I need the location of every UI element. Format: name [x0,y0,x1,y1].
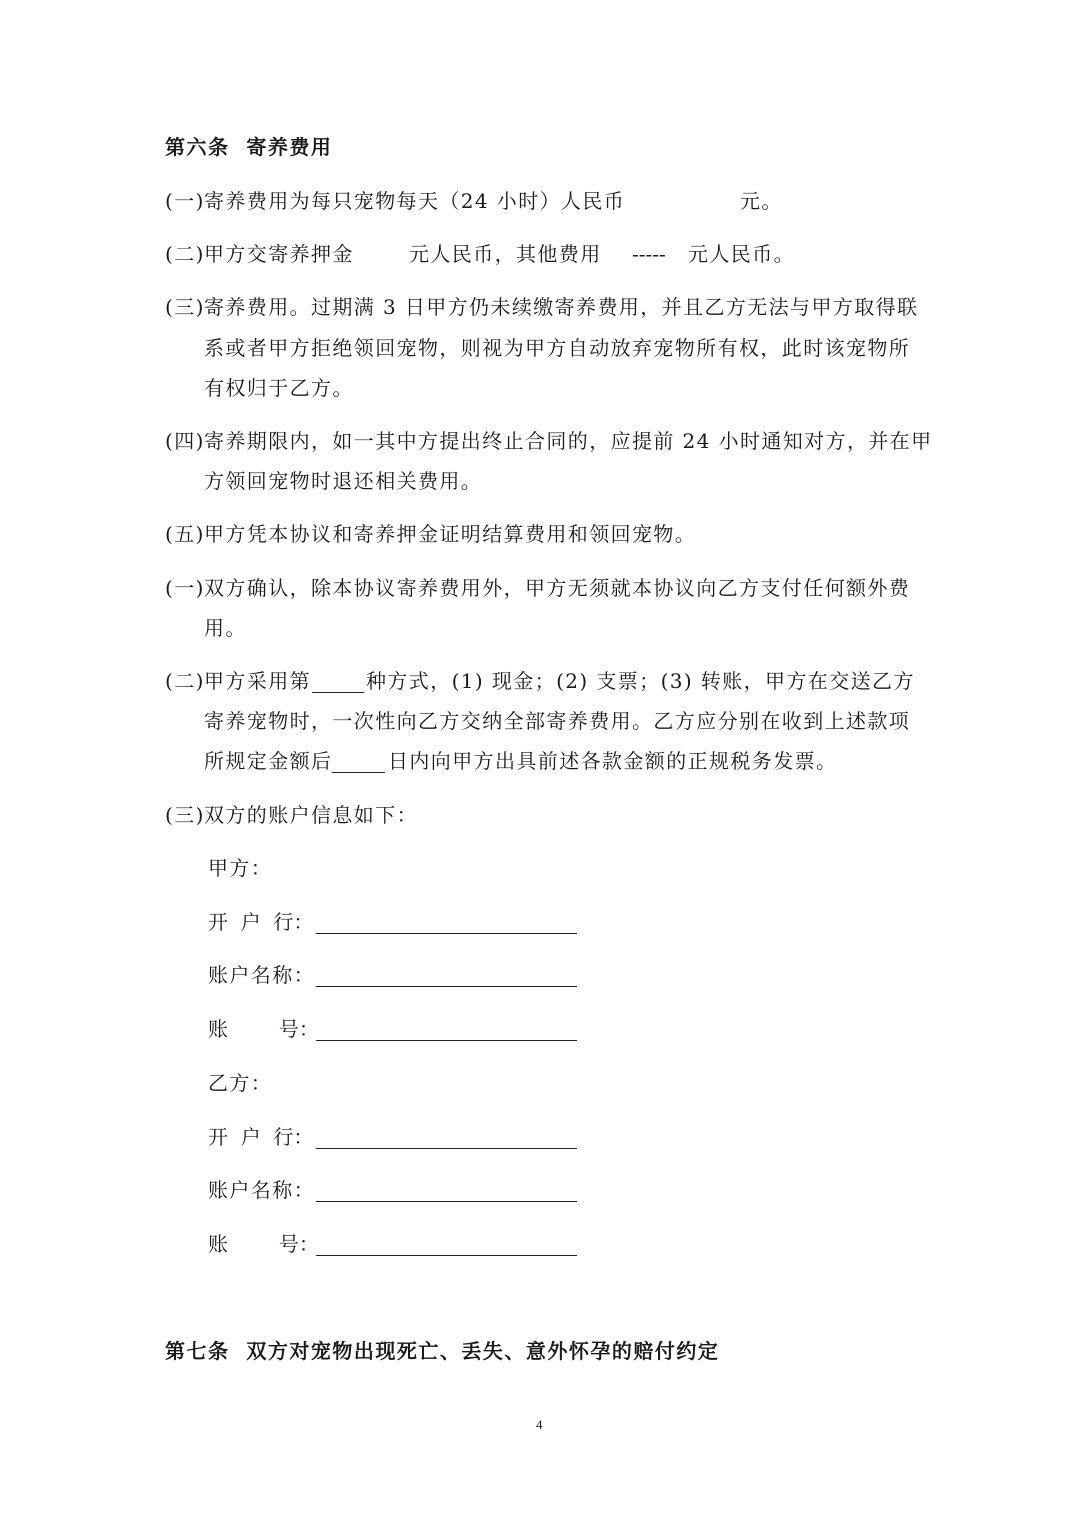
paragraph-text: 元。 [740,189,783,213]
paragraph-text: 甲方凭本协议和寄养押金证明结算费用和领回宠物。 [204,522,697,546]
account-name-label: 账户名称： [208,963,315,987]
page-number: 4 [536,1417,543,1432]
item-label: (三) [165,803,205,827]
paragraph-text: 所规定金额后 [204,749,333,773]
paragraph-line: 方领回宠物时退还相关费用。 [204,469,483,493]
item-label: (二) [165,669,205,693]
section-6-title: 第六条 寄养费用 [165,135,333,159]
fill-blank-days [332,772,385,773]
account-name-label: 账户名称： [208,1178,315,1202]
paragraph-text: 甲方交寄养押金 [204,242,354,266]
account-number-field-line [316,1255,577,1256]
item-label: (五) [165,522,205,546]
item-label: (三) [165,295,205,319]
paragraph-text: 种方式，(1) 现金；(2) 支票；(3) 转账，甲方在交送乙方 [366,669,915,693]
paragraph-line: 寄养费用。过期满 3 日甲方仍未续缴寄养费用，并且乙方无法与甲方取得联 [204,295,919,319]
paragraph-text: 日内向甲方出具前述各款金额的正规税务发票。 [388,749,838,773]
bank-label: 开 户 行： [208,910,314,934]
item-label: (四) [165,429,205,453]
paragraph-line: 寄养期限内，如一其中方提出终止合同的，应提前 24 小时通知对方，并在甲 [204,429,933,453]
paragraph-text: 甲方采用第 [204,669,311,693]
account-name-field-line [316,986,577,987]
paragraph-line: 系或者甲方拒绝领回宠物，则视为甲方自动放弃宠物所有权，此时该宠物所 [204,336,911,360]
dash-placeholder: ----- [632,242,666,266]
party-a-title: 甲方： [208,856,273,880]
paragraph-line: 有权归于乙方。 [204,376,354,400]
paragraph-line: 寄养宠物时，一次性向乙方交纳全部寄养费用。乙方应分别在收到上述款项 [204,709,911,733]
bank-field-line [316,1148,577,1149]
item-label: (一) [165,576,205,600]
paragraph-text: 元人民币。 [688,242,795,266]
paragraph-text: 双方的账户信息如下： [204,803,418,827]
account-number-label: 账 号： [208,1232,319,1256]
account-name-field-line [316,1201,577,1202]
bank-label: 开 户 行： [208,1125,314,1149]
section-7-title: 第七条 双方对宠物出现死亡、丢失、意外怀孕的赔付约定 [165,1339,720,1363]
bank-field-line [316,933,577,934]
item-label: (一) [165,189,205,213]
fill-blank-method [312,692,364,693]
paragraph-text: 元人民币，其他费用 [409,242,602,266]
account-number-label: 账 号： [208,1017,319,1041]
paragraph-text: 寄养费用为每只宠物每天（24 小时）人民币 [204,189,626,213]
account-number-field-line [316,1040,577,1041]
party-b-title: 乙方： [208,1071,273,1095]
paragraph-line: 双方确认，除本协议寄养费用外，甲方无须就本协议向乙方支付任何额外费 [204,576,911,600]
paragraph-line: 用。 [204,616,247,640]
item-label: (二) [165,242,205,266]
